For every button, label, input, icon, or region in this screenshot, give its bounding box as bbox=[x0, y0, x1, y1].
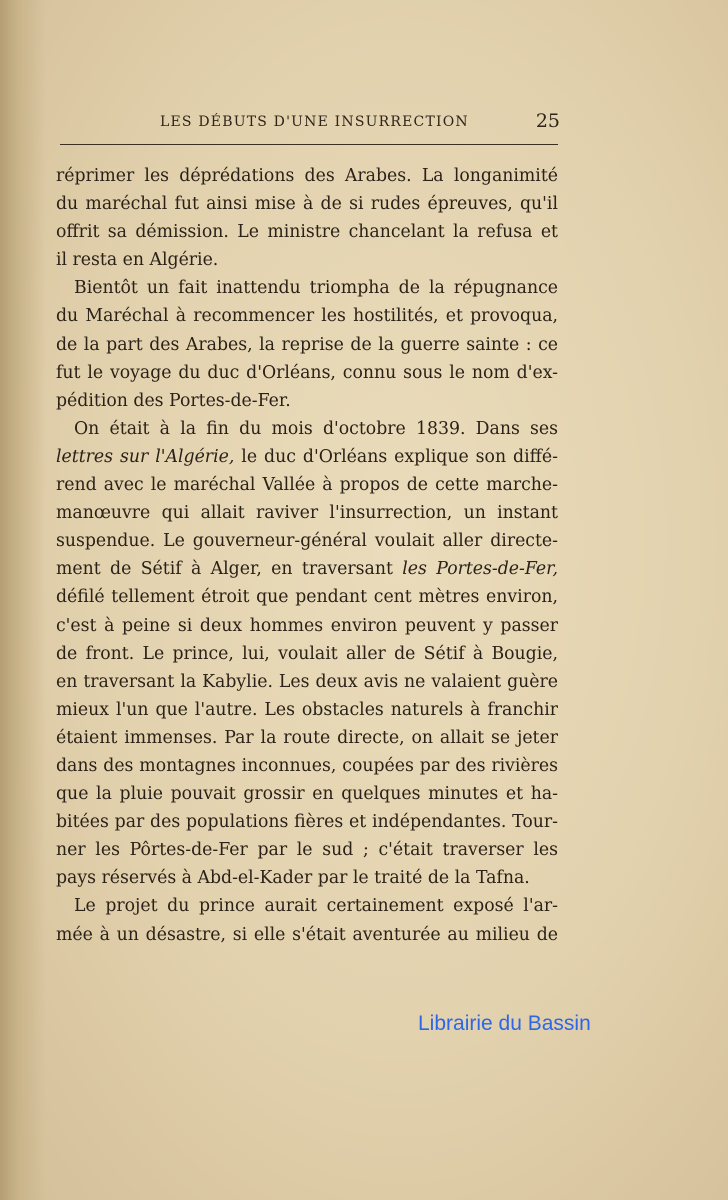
text-line bbox=[56, 612, 558, 640]
text-line bbox=[56, 331, 558, 359]
text-run: manœuvre qui allait raviver l'insurrection, un instant bbox=[56, 503, 558, 524]
text-line bbox=[56, 864, 558, 892]
text-line bbox=[56, 471, 558, 499]
text-run: que la pluie pouvait grossir en quelques minutes et ha- bbox=[56, 784, 558, 805]
text-line bbox=[56, 583, 558, 611]
body-text bbox=[56, 162, 558, 949]
text-run: Le projet du prince aurait certainement exposé l'ar- bbox=[74, 896, 558, 917]
text-line bbox=[56, 527, 558, 555]
text-run: mée à un désastre, si elle s'était aventurée au milieu de bbox=[56, 924, 558, 945]
page-number: 25 bbox=[535, 110, 560, 132]
text-line bbox=[56, 640, 558, 668]
text-line bbox=[56, 415, 558, 443]
italic-text-run: lettres sur l'Algérie, bbox=[56, 446, 235, 467]
text-run: ner les Pôrtes-de-Fer par le sud ; c'était traverser les bbox=[56, 840, 558, 861]
text-line bbox=[56, 836, 558, 864]
watermark: Librairie du Bassin bbox=[418, 1012, 591, 1035]
text-run: en traversant la Kabylie. Les deux avis ne valaient guère bbox=[56, 671, 558, 692]
text-run: c'est à peine si deux hommes environ peuvent y passer bbox=[56, 615, 558, 636]
text-run: bitées par des populations fières et indépendantes. Tour- bbox=[56, 812, 558, 833]
text-run: Bientôt un fait inattendu triompha de la répugnance bbox=[74, 278, 558, 299]
text-run: pédition des Portes-de-Fer. bbox=[56, 390, 291, 411]
text-run: offrit sa démission. Le ministre chancelant la refusa et bbox=[56, 222, 558, 243]
text-run: étaient immenses. Par la route directe, on allait se jeter bbox=[56, 727, 558, 748]
italic-text-run: les Portes-de-Fer, bbox=[402, 559, 558, 580]
text-run: du Maréchal à recommencer les hostilités, et provoqua, bbox=[56, 306, 558, 327]
text-run: du maréchal fut ainsi mise à de si rudes épreuves, qu'il bbox=[56, 194, 558, 215]
text-line bbox=[56, 443, 558, 471]
text-line bbox=[56, 218, 558, 246]
text-run: rend avec le maréchal Vallée à propos de cette marche- bbox=[56, 475, 558, 496]
text-line bbox=[56, 162, 558, 190]
running-head: LES DÉBUTS D'UNE INSURRECTION bbox=[160, 114, 469, 130]
text-run: de la part des Arabes, la reprise de la guerre sainte : ce bbox=[56, 334, 558, 355]
text-run: On était à la fin du mois d'octobre 1839. Dans ses bbox=[74, 418, 558, 439]
text-line bbox=[56, 302, 558, 330]
text-run: dans des montagnes inconnues, coupées par des rivières bbox=[56, 755, 558, 776]
text-line bbox=[56, 752, 558, 780]
page-header bbox=[60, 108, 560, 138]
text-line bbox=[56, 274, 558, 302]
text-line bbox=[56, 359, 558, 387]
text-line bbox=[56, 724, 558, 752]
page-gutter-shadow bbox=[0, 0, 46, 1200]
text-run: pays réservés à Abd-el-Kader par le traité de la Tafna. bbox=[56, 868, 530, 889]
text-line bbox=[56, 892, 558, 920]
text-run: le duc d'Orléans explique son diffé- bbox=[234, 446, 558, 467]
text-run: de front. Le prince, lui, voulait aller de Sétif à Bougie, bbox=[56, 643, 558, 664]
text-line bbox=[56, 780, 558, 808]
text-run: suspendue. Le gouverneur-général voulait aller directe- bbox=[56, 531, 558, 552]
text-line bbox=[56, 555, 558, 583]
text-line bbox=[56, 499, 558, 527]
text-run: défilé tellement étroit que pendant cent mètres environ, bbox=[56, 587, 558, 608]
text-line bbox=[56, 921, 558, 949]
text-run: réprimer les déprédations des Arabes. La longanimité bbox=[56, 166, 558, 186]
text-line bbox=[56, 387, 558, 415]
text-line bbox=[56, 246, 558, 274]
text-run: il resta en Algérie. bbox=[56, 250, 219, 271]
text-line bbox=[56, 190, 558, 218]
text-line bbox=[56, 668, 558, 696]
text-run: mieux l'un que l'autre. Les obstacles naturels à franchir bbox=[56, 699, 558, 720]
text-line bbox=[56, 808, 558, 836]
header-rule bbox=[60, 144, 558, 145]
text-line bbox=[56, 696, 558, 724]
text-run: ment de Sétif à Alger, en traversant bbox=[56, 559, 403, 580]
text-run: fut le voyage du duc d'Orléans, connu sous le nom d'ex- bbox=[56, 362, 558, 383]
